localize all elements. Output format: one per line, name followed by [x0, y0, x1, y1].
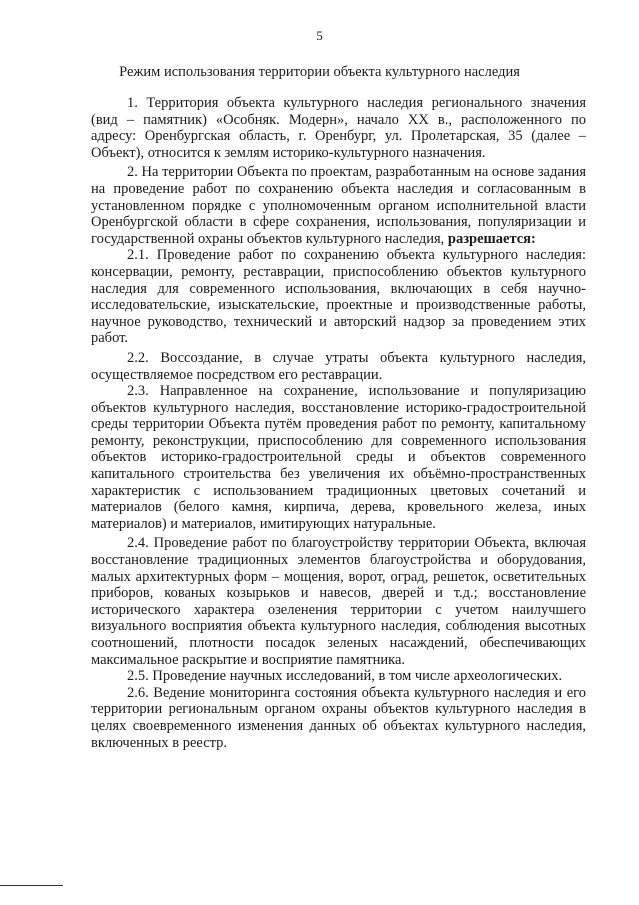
paragraph-2-5: 2.5. Проведение научных исследований, в том числе археологических. [127, 668, 563, 685]
paragraph-2-4: 2.4. Проведение работ по благоустройству территории Объекта, включая восстановление традиционных элементов благоустройства и оборудования, малых архитектурных форм – мощения, ворот, оград, решеток, осветительных приборов, кованых козырьков и навесов, дверей и т.д.; восстановление исторического характера озеленения территории с учетом наилучшего визуального восприятия объекта культурного наследия, соблюдения высотных соотношений, плотности посадок зеленых насаждений, обеспечивающих максимальное раскрытие и восприятие памятника. [91, 535, 586, 668]
paragraph-1: 1. Территория объекта культурного наследия регионального значения (вид – памятник) «Особняк. Модерн», начало XX в., расположенного по адресу: Оренбургская область, г. Оренбург, ул. Пролетарская, 35 (далее – Объект), относится к землям историко-культурного назначения. [91, 95, 586, 161]
paragraph-2-6: 2.6. Ведение мониторинга состояния объекта культурного наследия и его территории региональным органом охраны объектов культурного наследия в целях своевременного изменения данных об объектах культурного наследия, включенных в реестр. [91, 684, 586, 751]
paragraph-2-3: 2.3. Направленное на сохранение, использование и популяризацию объектов культурного наследия, восстановление историко-градостроительной среды территории Объекта путём проведения работ по ремонту, капитальному ремонту, реконструкции, приспособлению для современного использования объектов историко-градостроительной среды и объектов современного капитального строительства без увеличения их объёмно-пространственных характеристик с использованием традиционных цветовых сочетаний и материалов (белого камня, кирпича, дерева, кровельного железа, иных материалов) и материалов, имитирующих натуральные. [91, 383, 586, 532]
paragraph-2 [91, 164, 586, 247]
footnote-divider [0, 885, 63, 886]
document-body [91, 95, 586, 751]
paragraph-2-2: 2.2. Воссоздание, в случае утраты объекта культурного наследия, осуществляемое посредством его реставрации. [91, 349, 586, 383]
paragraph-2-1: 2.1. Проведение работ по сохранению объекта культурного наследия: консервации, ремонту, реставрации, приспособлению объектов культурного наследия для современного использования, включающих в себя научно-исследовательские, изыскательские, проектные и производственные работы, научное руководство, технический и авторский надзор за проведением этих работ. [91, 247, 586, 347]
paragraph-2-text: 2. На территории Объекта по проектам, разработанным на основе задания на проведение работ по сохранению объекта наследия и согласованным в установленном порядке с уполномоченным органом исполнительной власти Оренбургской области в сфере сохранения, использования, популяризации и государственной охраны объектов культурного наследия, [91, 164, 586, 247]
document-title: Режим использования территории объекта культурного наследия [119, 64, 520, 80]
page-number: 5 [316, 28, 323, 43]
paragraph-2-bold: разрешается: [447, 230, 536, 247]
